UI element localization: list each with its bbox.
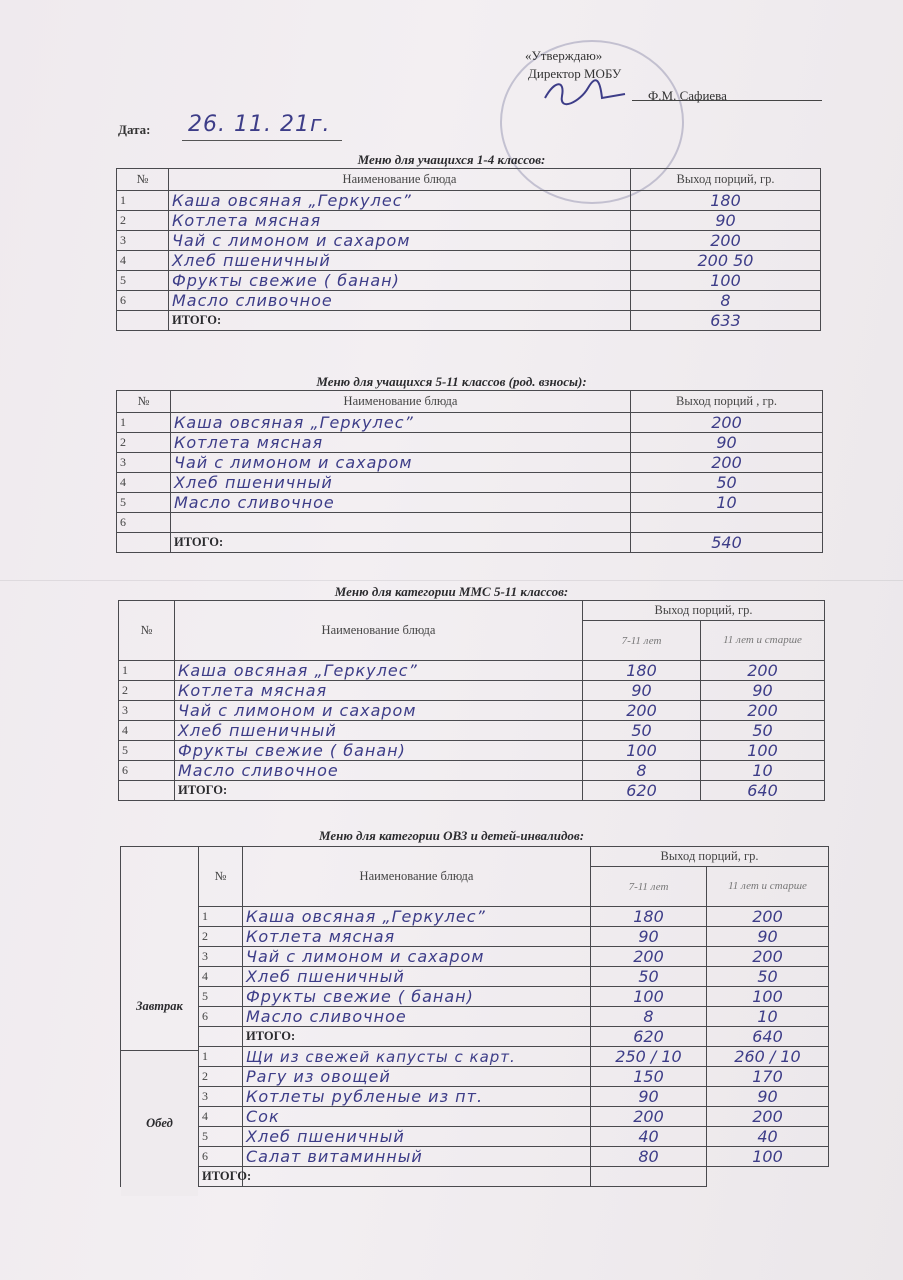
row-num: 6 bbox=[199, 1147, 243, 1167]
dish-name: Масло сливочное bbox=[175, 761, 583, 781]
col-dish: Наименование блюда bbox=[171, 391, 631, 413]
dish-output-7-11: 180 bbox=[591, 907, 707, 927]
dish-name: Котлеты рубленые из пт. bbox=[243, 1087, 591, 1107]
menu3-title: Меню для категории ММС 5-11 классов: bbox=[334, 584, 569, 599]
dish-name: Хлеб пшеничный bbox=[169, 251, 631, 271]
total-value-7-11: 620 bbox=[591, 1027, 707, 1047]
table-row bbox=[117, 251, 821, 271]
row-num: 2 bbox=[199, 927, 243, 947]
dish-output-7-11: 180 bbox=[583, 661, 701, 681]
col-dish: Наименование блюда bbox=[175, 601, 583, 661]
row-num: 4 bbox=[119, 721, 175, 741]
total-value-7-11: 620 bbox=[583, 781, 701, 801]
row-num: 3 bbox=[199, 947, 243, 967]
dish-output-11-plus: 260 / 10 bbox=[707, 1047, 829, 1067]
row-num: 4 bbox=[117, 473, 171, 493]
signature bbox=[540, 78, 630, 106]
dish-name: Котлета мясная bbox=[169, 211, 631, 231]
row-num: 3 bbox=[117, 453, 171, 473]
dish-name bbox=[171, 513, 631, 533]
col-dish: Наименование блюда bbox=[243, 847, 591, 907]
dish-output-11-plus: 100 bbox=[707, 987, 829, 1007]
col-output: Выход порций, гр. bbox=[591, 847, 829, 867]
total-label: ИТОГО: bbox=[243, 1027, 591, 1047]
total-row bbox=[117, 311, 821, 331]
col-output: Выход порций , гр. bbox=[631, 391, 823, 413]
lunch-cell bbox=[121, 1051, 198, 1196]
total-label: ИТОГО: bbox=[169, 311, 631, 331]
dish-output: 200 bbox=[631, 231, 821, 251]
dish-name: Щи из свежей капусты с карт. bbox=[243, 1047, 591, 1067]
dish-output: 180 bbox=[631, 191, 821, 211]
dish-name: Хлеб пшеничный bbox=[243, 1127, 591, 1147]
approve-text: «Утверждаю» bbox=[525, 48, 603, 63]
menu3-table bbox=[118, 600, 825, 801]
dish-output-7-11: 90 bbox=[583, 681, 701, 701]
dish-output: 90 bbox=[631, 211, 821, 231]
dish-name: Чай с лимоном и сахаром bbox=[169, 231, 631, 251]
row-num: 5 bbox=[199, 987, 243, 1007]
total-row bbox=[121, 1027, 829, 1047]
total-label: ИТОГО: bbox=[175, 781, 583, 801]
dish-output-11-plus: 90 bbox=[701, 681, 825, 701]
row-num: 1 bbox=[199, 907, 243, 927]
col-age-7-11: 7-11 лет bbox=[583, 621, 701, 661]
dish-output-11-plus: 50 bbox=[707, 967, 829, 987]
dish-output: 100 bbox=[631, 271, 821, 291]
table-row bbox=[121, 907, 829, 927]
row-num: 6 bbox=[199, 1007, 243, 1027]
dish-output-7-11: 200 bbox=[591, 1107, 707, 1127]
total-label: ИТОГО: bbox=[171, 533, 631, 553]
dish-name: Масло сливочное bbox=[171, 493, 631, 513]
table-row bbox=[117, 191, 821, 211]
row-num: 1 bbox=[199, 1047, 243, 1067]
dish-output-11-plus: 200 bbox=[707, 907, 829, 927]
dish-output-7-11: 8 bbox=[591, 1007, 707, 1027]
dish-output-7-11: 8 bbox=[583, 761, 701, 781]
menu4-title: Меню для категории ОВЗ и детей-инвалидов: bbox=[318, 828, 585, 843]
dish-output: 90 bbox=[631, 433, 823, 453]
col-age-11-plus: 11 лет и старше bbox=[701, 621, 825, 661]
table-row bbox=[117, 433, 823, 453]
table-row bbox=[119, 681, 825, 701]
dish-output-7-11: 90 bbox=[591, 927, 707, 947]
table-row bbox=[121, 967, 829, 987]
row-num: 4 bbox=[117, 251, 169, 271]
lunch-label: Обед bbox=[146, 1116, 173, 1130]
dish-output-7-11: 200 bbox=[591, 947, 707, 967]
dish-output: 200 bbox=[631, 453, 823, 473]
row-num: 1 bbox=[119, 661, 175, 681]
row-num: 4 bbox=[199, 967, 243, 987]
row-num: 2 bbox=[199, 1067, 243, 1087]
table-row bbox=[121, 1007, 829, 1027]
dish-output-11-plus: 100 bbox=[701, 741, 825, 761]
row-num: 1 bbox=[117, 191, 169, 211]
table-row bbox=[117, 271, 821, 291]
dish-output: 200 bbox=[631, 413, 823, 433]
row-num: 2 bbox=[117, 211, 169, 231]
dish-output-11-plus: 10 bbox=[707, 1007, 829, 1027]
dish-output-11-plus: 200 bbox=[701, 701, 825, 721]
row-num: 5 bbox=[119, 741, 175, 761]
row-num: 5 bbox=[117, 493, 171, 513]
dish-output: 10 bbox=[631, 493, 823, 513]
dish-output-7-11: 150 bbox=[591, 1067, 707, 1087]
col-num: № bbox=[117, 169, 169, 191]
menu1-table bbox=[116, 168, 821, 331]
date-label: Дата: bbox=[118, 122, 151, 137]
total-row bbox=[119, 781, 825, 801]
table-row bbox=[119, 761, 825, 781]
row-num: 3 bbox=[119, 701, 175, 721]
total-value: 540 bbox=[631, 533, 823, 553]
col-output: Выход порций, гр. bbox=[583, 601, 825, 621]
dish-output-7-11: 50 bbox=[591, 967, 707, 987]
dish-output-7-11: 250 / 10 bbox=[591, 1047, 707, 1067]
menu2-title: Меню для учащихся 5-11 классов (род. взносы): bbox=[316, 374, 587, 389]
table-row bbox=[119, 741, 825, 761]
table-row bbox=[117, 231, 821, 251]
col-num: № bbox=[119, 601, 175, 661]
row-num: 6 bbox=[117, 291, 169, 311]
total-value-11-plus: 640 bbox=[701, 781, 825, 801]
menu2-table bbox=[116, 390, 823, 553]
dish-output-11-plus: 170 bbox=[707, 1067, 829, 1087]
table-row bbox=[117, 413, 823, 433]
table-row bbox=[117, 493, 823, 513]
col-age-11-plus: 11 лет и старше bbox=[707, 867, 829, 907]
breakfast-label: Завтрак bbox=[121, 847, 199, 1167]
col-num: № bbox=[117, 391, 171, 413]
dish-output-11-plus: 200 bbox=[701, 661, 825, 681]
table-row bbox=[119, 721, 825, 741]
col-num: № bbox=[199, 847, 243, 907]
table-row bbox=[121, 1147, 829, 1167]
dish-name: Масло сливочное bbox=[243, 1007, 591, 1027]
dish-name: Сок bbox=[243, 1107, 591, 1127]
dish-name: Каша овсяная „Геркулес” bbox=[175, 661, 583, 681]
table-row bbox=[119, 701, 825, 721]
dish-output-7-11: 80 bbox=[591, 1147, 707, 1167]
table-row bbox=[121, 927, 829, 947]
dish-name: Чай с лимоном и сахаром bbox=[175, 701, 583, 721]
table-row bbox=[121, 1087, 829, 1107]
total-value-11-plus: 640 bbox=[707, 1027, 829, 1047]
dish-output: 200 50 bbox=[631, 251, 821, 271]
row-num: 3 bbox=[117, 231, 169, 251]
dish-name: Каша овсяная „Геркулес” bbox=[169, 191, 631, 211]
table-row bbox=[117, 513, 823, 533]
date-value: 26. 11. 21г. bbox=[188, 112, 331, 137]
dish-output-7-11: 200 bbox=[583, 701, 701, 721]
dish-output-11-plus: 200 bbox=[707, 947, 829, 967]
table-row bbox=[117, 453, 823, 473]
menu4-table bbox=[120, 846, 829, 1187]
row-num: 5 bbox=[117, 271, 169, 291]
dish-name: Масло сливочное bbox=[169, 291, 631, 311]
dish-name: Фрукты свежие ( банан) bbox=[169, 271, 631, 291]
table-row bbox=[121, 947, 829, 967]
dish-name: Рагу из овощей bbox=[243, 1067, 591, 1087]
date-underline bbox=[182, 140, 342, 141]
table-row bbox=[117, 211, 821, 231]
dish-output-11-plus: 90 bbox=[707, 927, 829, 947]
row-num: 6 bbox=[119, 761, 175, 781]
dish-output: 50 bbox=[631, 473, 823, 493]
table-row bbox=[121, 1127, 829, 1147]
dish-name: Котлета мясная bbox=[175, 681, 583, 701]
total-value: 633 bbox=[631, 311, 821, 331]
director-text: Директор МОБУ bbox=[528, 66, 622, 81]
dish-name: Каша овсяная „Геркулес” bbox=[243, 907, 591, 927]
table-row bbox=[117, 473, 823, 493]
total-label: ИТОГО: bbox=[199, 1167, 243, 1187]
dish-name: Хлеб пшеничный bbox=[171, 473, 631, 493]
dish-name: Котлета мясная bbox=[243, 927, 591, 947]
row-num: 3 bbox=[199, 1087, 243, 1107]
dish-output-7-11: 90 bbox=[591, 1087, 707, 1107]
dish-output-11-plus: 200 bbox=[707, 1107, 829, 1127]
dish-output bbox=[631, 513, 823, 533]
dish-name: Чай с лимоном и сахаром bbox=[243, 947, 591, 967]
dish-output-7-11: 100 bbox=[591, 987, 707, 1007]
table-row bbox=[117, 291, 821, 311]
row-num: 6 bbox=[117, 513, 171, 533]
dish-name: Котлета мясная bbox=[171, 433, 631, 453]
dish-output-7-11: 40 bbox=[591, 1127, 707, 1147]
row-num: 5 bbox=[199, 1127, 243, 1147]
dish-name: Фрукты свежие ( банан) bbox=[175, 741, 583, 761]
dish-output-11-plus: 10 bbox=[701, 761, 825, 781]
dish-name: Хлеб пшеничный bbox=[243, 967, 591, 987]
col-age-7-11: 7-11 лет bbox=[591, 867, 707, 907]
col-output: Выход порций, гр. bbox=[631, 169, 821, 191]
dish-output-11-plus: 40 bbox=[707, 1127, 829, 1147]
total-row bbox=[121, 1167, 829, 1187]
dish-name: Салат витаминный bbox=[243, 1147, 591, 1167]
table-row bbox=[121, 1107, 829, 1127]
dish-name: Чай с лимоном и сахаром bbox=[171, 453, 631, 473]
dish-output-11-plus: 50 bbox=[701, 721, 825, 741]
fold-line bbox=[0, 580, 903, 581]
row-num: 4 bbox=[199, 1107, 243, 1127]
menu1-title: Меню для учащихся 1-4 классов: bbox=[357, 152, 546, 167]
row-num: 2 bbox=[119, 681, 175, 701]
table-row bbox=[121, 1067, 829, 1087]
dish-output-11-plus: 100 bbox=[707, 1147, 829, 1167]
row-num: 1 bbox=[117, 413, 171, 433]
dish-name: Каша овсяная „Геркулес” bbox=[171, 413, 631, 433]
director-name: Ф.М. Сафиева bbox=[648, 88, 727, 103]
total-row bbox=[117, 533, 823, 553]
col-dish: Наименование блюда bbox=[169, 169, 631, 191]
dish-output-7-11: 50 bbox=[583, 721, 701, 741]
dish-output: 8 bbox=[631, 291, 821, 311]
dish-name: Фрукты свежие ( банан) bbox=[243, 987, 591, 1007]
table-row bbox=[121, 1047, 829, 1067]
dish-name: Хлеб пшеничный bbox=[175, 721, 583, 741]
table-row bbox=[119, 661, 825, 681]
dish-output-11-plus: 90 bbox=[707, 1087, 829, 1107]
table-row bbox=[121, 987, 829, 1007]
row-num: 2 bbox=[117, 433, 171, 453]
dish-output-7-11: 100 bbox=[583, 741, 701, 761]
